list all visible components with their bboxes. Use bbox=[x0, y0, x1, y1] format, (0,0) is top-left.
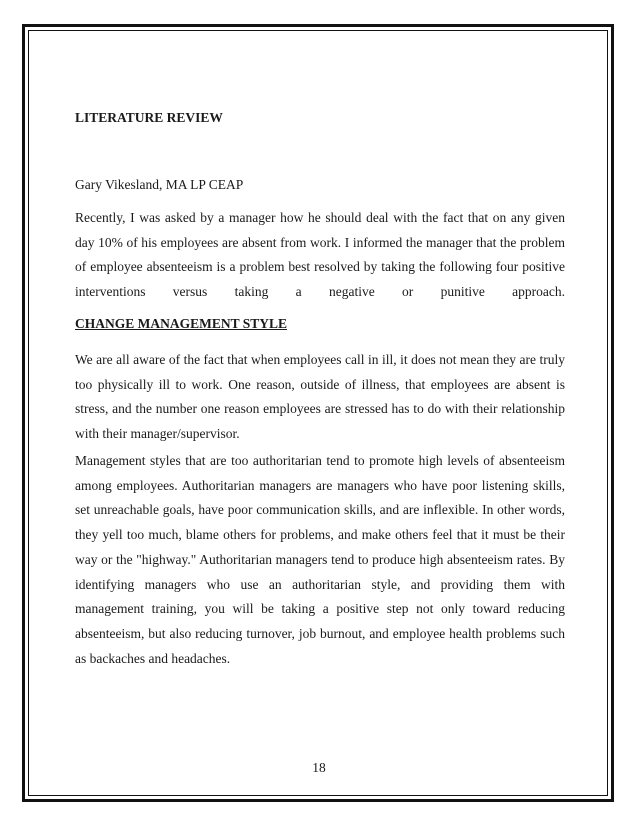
management-styles-paragraph: Management styles that are too authoritarian tend to promote high levels of absenteeism among employees. Authoritarian managers are managers who have poor listening skills, set unreachable goals, have poor communication skills, and are inflexible. In other words, they yell too much, blame others for problems, and make others feel that it must be their way or the "highway." Authoritarian managers tend to produce high absenteeism rates. By identifying managers who use an authoritarian style, and providing them with management training, you will be taking a positive step not only toward reducing absenteeism, but also reducing turnover, job burnout, and employee health problems such as backaches and headaches. bbox=[75, 453, 565, 666]
stress-paragraph: We are all aware of the fact that when employees call in ill, it does not mean they are truly too physically ill to work. One reason, outside of illness, that employees are absent is stress, and the number one reason employees are stressed has to do with their relationship with their manager/supervisor. bbox=[75, 352, 565, 442]
subsection-title: CHANGE MANAGEMENT STYLE bbox=[75, 316, 288, 331]
section-title: LITERATURE REVIEW bbox=[75, 110, 223, 125]
intro-paragraph: Recently, I was asked by a manager how he should deal with the fact that on any given day 10% of his employees are absent from work. I informed the manager that the problem of employee absenteeism is a problem best resolved by taking the following four positive interventions versus taking a negative or punitive approach. bbox=[75, 210, 565, 300]
page-number: 18 bbox=[312, 760, 326, 775]
author-line: Gary Vikesland, MA LP CEAP bbox=[75, 177, 244, 192]
